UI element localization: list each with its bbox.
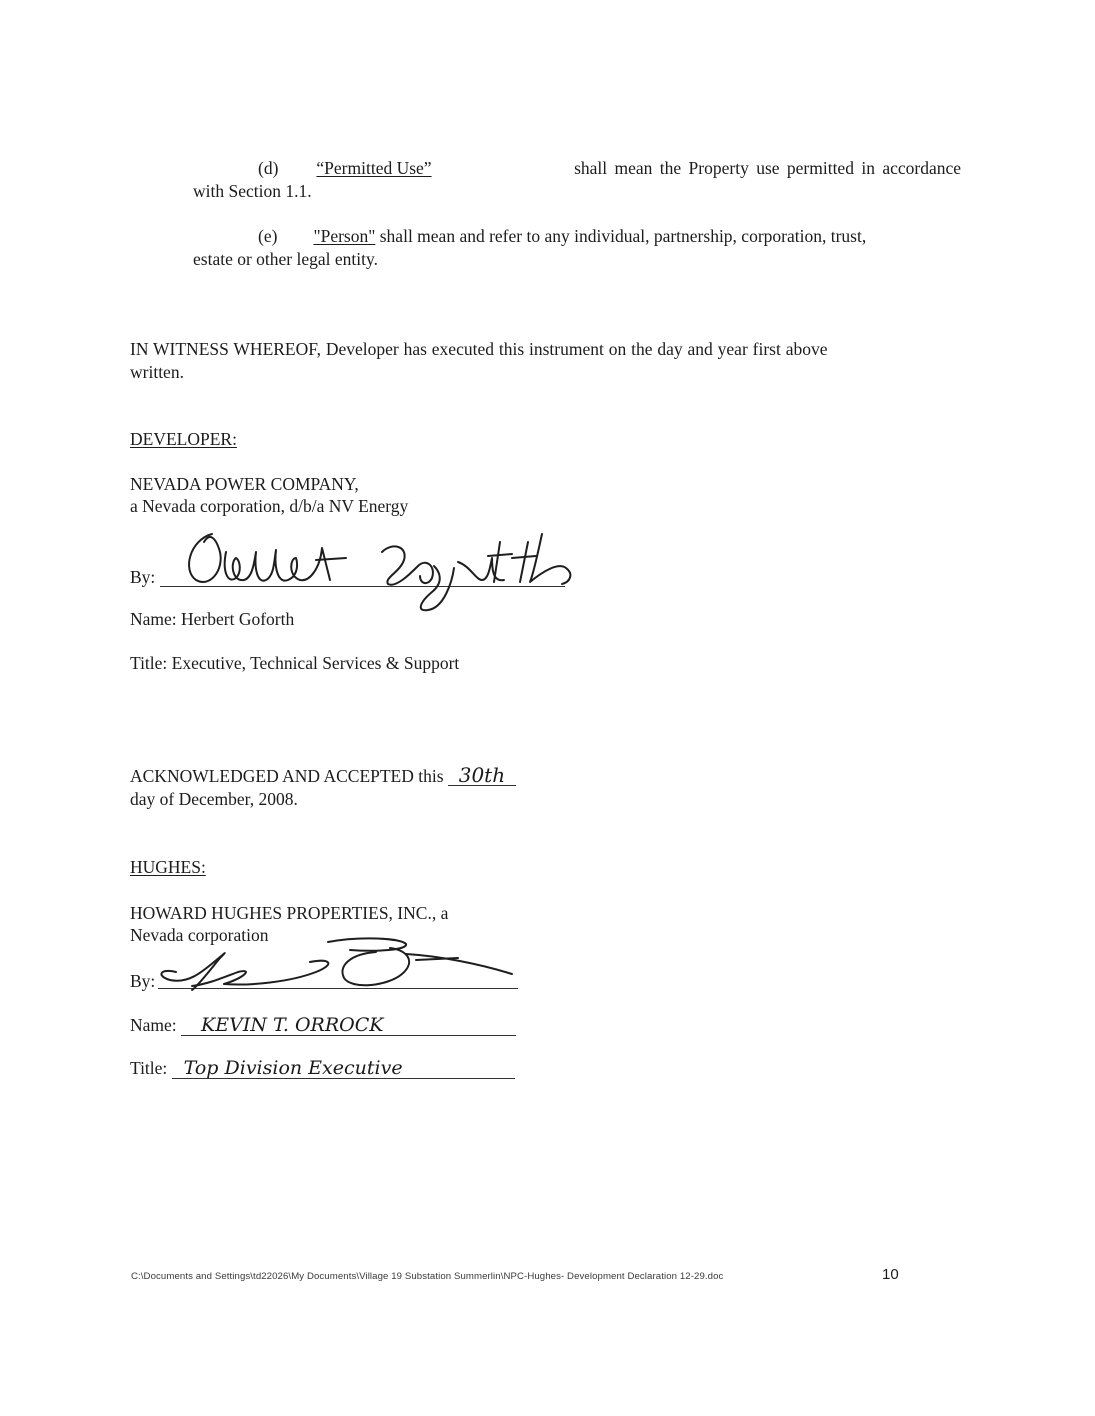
definition-d-term: “Permitted Use” (316, 158, 432, 178)
witness-clause-line1: IN WITNESS WHEREOF, Developer has executed this instrument on the day and year first above (130, 339, 828, 359)
definition-e-text: shall mean and refer to any individual, partnership, corporation, trust, (375, 226, 867, 246)
hughes-title-handwritten: Top Division Executive (172, 1058, 515, 1079)
developer-title: Title: Executive, Technical Services & Support (130, 653, 460, 673)
hughes-name-row (130, 1014, 516, 1036)
acknowledgment-line2: day of December, 2008. (130, 789, 298, 809)
hughes-by-label: By: (130, 971, 156, 991)
definition-d-text: shall mean the Property use permitted in accordance (574, 158, 961, 178)
footer-file-path: C:\Documents and Settings\td22026\My Documents\Village 19 Substation Summerlin\NPC-Hughes- Development Declaration 12-29.doc (131, 1271, 724, 1282)
definition-d-continuation: with Section 1.1. (193, 181, 312, 201)
witness-clause-line2: written. (130, 362, 184, 382)
hughes-company: HOWARD HUGHES PROPERTIES, INC., a (130, 903, 449, 923)
hughes-name-handwritten: KEVIN T. ORROCK (181, 1015, 516, 1036)
developer-signature (170, 522, 590, 612)
hughes-name-label: Name: (130, 1015, 177, 1035)
hughes-title-label: Title: (130, 1058, 168, 1078)
hughes-signature (140, 928, 530, 998)
definition-e-term: "Person" (313, 226, 376, 246)
page-number: 10 (882, 1266, 899, 1283)
developer-name: Name: Herbert Goforth (130, 609, 295, 629)
definition-e-marker: (e) (258, 226, 278, 246)
definition-d (193, 157, 961, 179)
definition-d-marker: (d) (258, 158, 279, 178)
acknowledgment-text: ACKNOWLEDGED AND ACCEPTED this (130, 766, 444, 786)
acknowledgment-day-handwritten: 30th (448, 765, 516, 786)
hughes-description: Nevada corporation (130, 925, 269, 945)
hughes-title-row (130, 1057, 515, 1079)
developer-description: a Nevada corporation, d/b/a NV Energy (130, 496, 409, 516)
definition-e-continuation: estate or other legal entity. (193, 249, 378, 269)
developer-heading: DEVELOPER: (130, 429, 237, 449)
developer-company: NEVADA POWER COMPANY, (130, 474, 359, 494)
definition-e (193, 225, 963, 247)
developer-by-label: By: (130, 567, 156, 587)
acknowledgment-line1 (130, 765, 516, 787)
hughes-heading: HUGHES: (130, 857, 206, 877)
